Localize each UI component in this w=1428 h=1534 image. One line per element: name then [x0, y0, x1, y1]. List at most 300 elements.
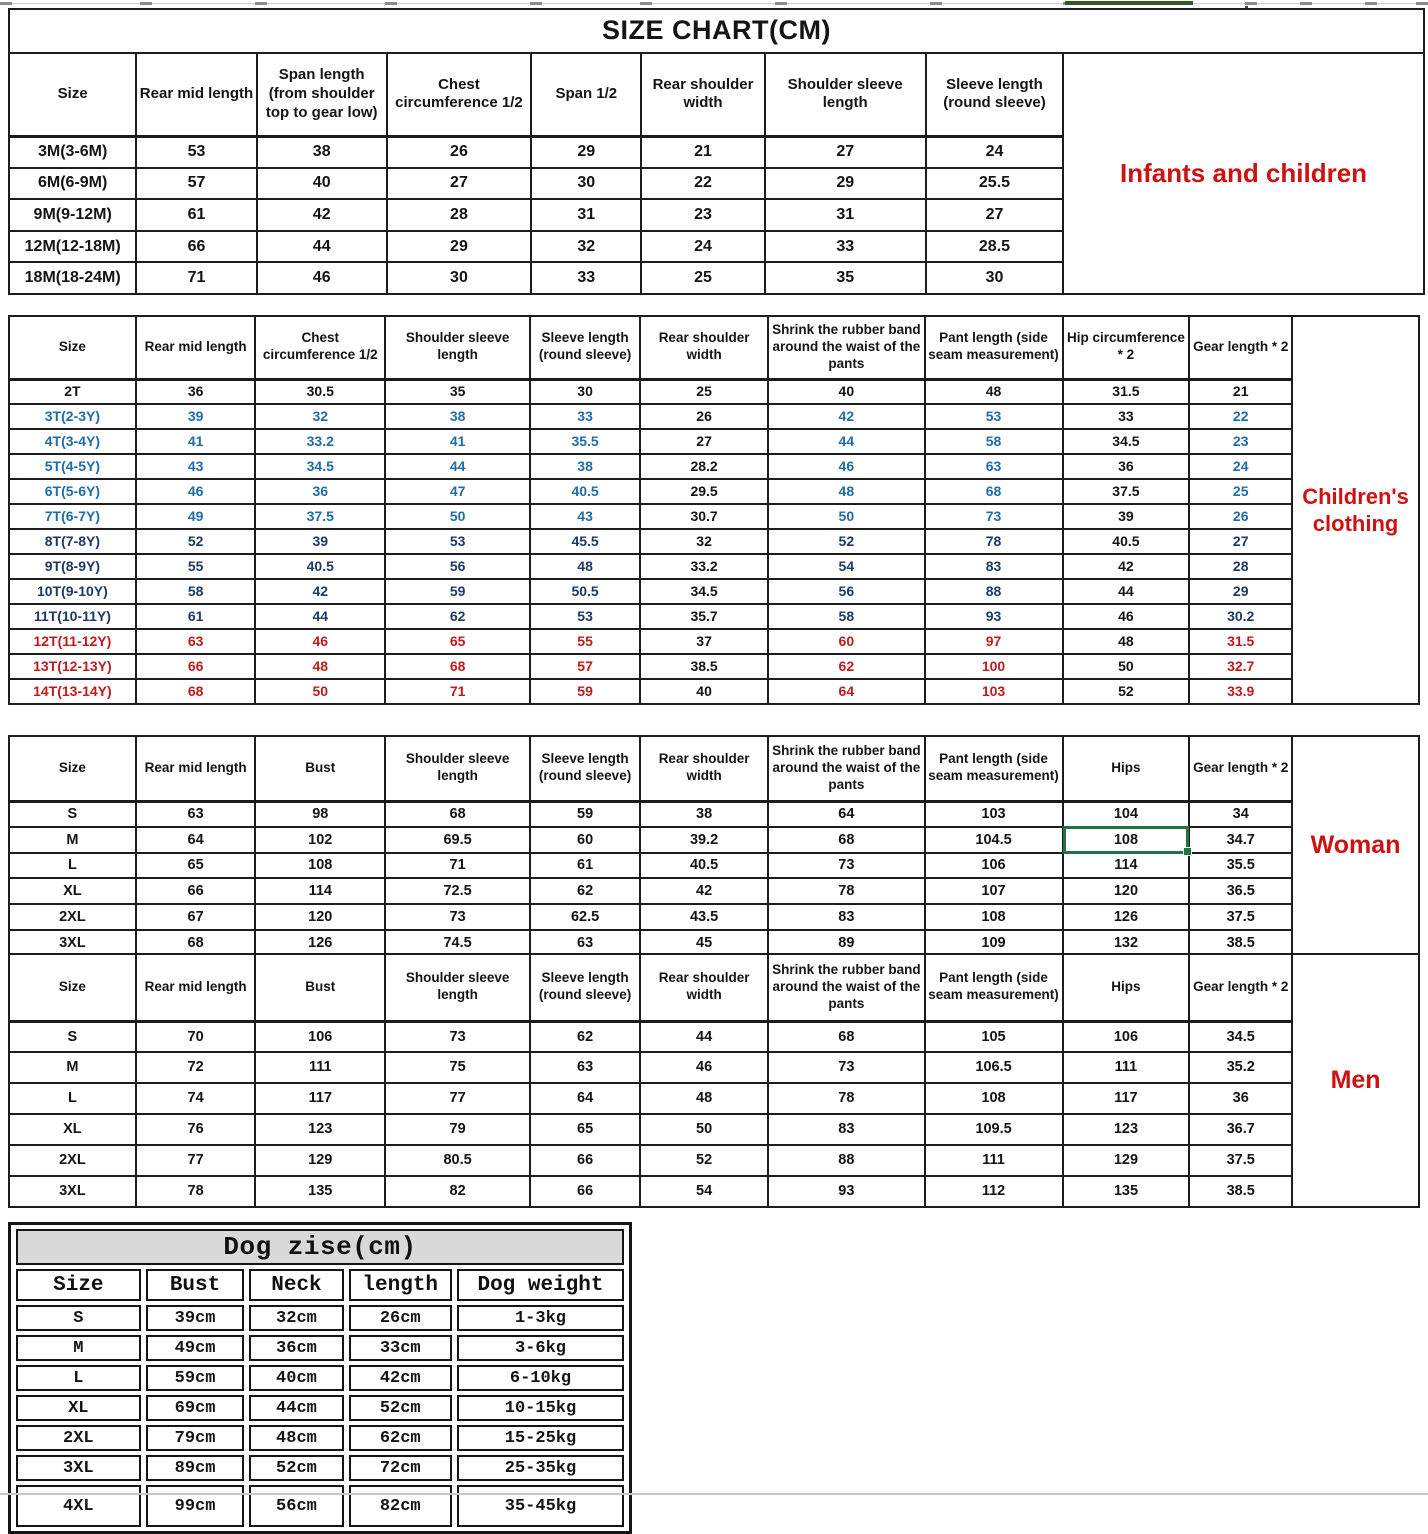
column-header: Pant length (side seam measurement) [925, 736, 1063, 801]
data-cell: 106 [1063, 1021, 1190, 1052]
data-cell: 27 [387, 168, 531, 200]
column-header: Bust [255, 954, 385, 1021]
data-cell: 78 [136, 1176, 256, 1207]
data-cell: 89cm [146, 1455, 245, 1481]
size-cell: 3T(2-3Y) [9, 404, 136, 429]
data-cell: 59 [530, 679, 640, 704]
data-cell: 62 [530, 1021, 640, 1052]
data-cell: 25-35kg [457, 1455, 624, 1481]
data-cell: 38.5 [1189, 930, 1292, 956]
data-cell: 23 [641, 199, 764, 231]
data-cell: 102 [255, 827, 385, 853]
data-cell: 49 [136, 504, 256, 529]
data-cell: 41 [136, 429, 256, 454]
data-cell: 27 [640, 429, 768, 454]
data-cell: 59 [385, 579, 530, 604]
data-cell: 54 [768, 554, 924, 579]
data-cell: 59cm [146, 1365, 245, 1391]
data-cell: 48 [768, 479, 924, 504]
column-header: Shoulder sleeve length [765, 53, 926, 136]
data-cell: 36cm [249, 1335, 343, 1361]
data-cell: 29 [531, 136, 641, 168]
data-cell: 55 [530, 629, 640, 654]
data-cell: 25 [641, 262, 764, 294]
column-header: Size [9, 736, 136, 801]
data-cell: 6-10kg [457, 1365, 624, 1391]
data-cell: 135 [255, 1176, 385, 1207]
data-cell: 123 [255, 1114, 385, 1145]
data-cell: 44cm [249, 1395, 343, 1421]
data-cell: 33 [531, 262, 641, 294]
data-cell: 33 [1063, 404, 1190, 429]
size-cell: 4T(3-4Y) [9, 429, 136, 454]
selected-cell: 108 [1063, 827, 1190, 853]
data-cell: 114 [1063, 853, 1190, 879]
size-cell: 2XL [16, 1425, 141, 1451]
data-cell: 37 [640, 629, 768, 654]
column-header: Hips [1063, 954, 1190, 1021]
grid-tick [640, 2, 652, 5]
grid-tick [930, 2, 942, 5]
size-cell: S [9, 1021, 136, 1052]
data-cell: 65 [385, 629, 530, 654]
data-cell: 67 [136, 904, 256, 930]
data-cell: 58 [925, 429, 1063, 454]
data-cell: 42cm [349, 1365, 452, 1391]
size-cell: 14T(13-14Y) [9, 679, 136, 704]
data-cell: 62 [768, 654, 924, 679]
data-cell: 31 [765, 199, 926, 231]
data-cell: 62cm [349, 1425, 452, 1451]
data-cell: 32.7 [1189, 654, 1292, 679]
data-cell: 34.5 [640, 579, 768, 604]
data-cell: 73 [385, 1021, 530, 1052]
size-cell: S [9, 801, 136, 827]
data-cell: 56cm [249, 1485, 343, 1527]
data-cell: 47 [385, 479, 530, 504]
grid-tick [775, 2, 787, 5]
data-cell: 41 [385, 429, 530, 454]
data-cell: 53 [925, 404, 1063, 429]
data-cell: 56 [385, 554, 530, 579]
column-header: Dog weight [457, 1269, 624, 1301]
grid-tick [140, 2, 152, 5]
data-cell: 39 [136, 404, 256, 429]
size-cell: 2XL [9, 1145, 136, 1176]
data-cell: 32cm [249, 1305, 343, 1331]
data-cell: 69cm [146, 1395, 245, 1421]
men-size-table [8, 953, 1420, 1208]
data-cell: 35.5 [1189, 853, 1292, 879]
column-header: Chest circumference 1/2 [255, 316, 385, 379]
data-cell: 105 [925, 1021, 1063, 1052]
column-header: Size [16, 1269, 141, 1301]
data-cell: 35 [385, 379, 530, 404]
data-cell: 33 [765, 231, 926, 263]
data-cell: 23 [1189, 429, 1292, 454]
data-cell: 21 [641, 136, 764, 168]
data-cell: 31.5 [1189, 629, 1292, 654]
data-cell: 78 [768, 1083, 924, 1114]
data-cell: 29 [1189, 579, 1292, 604]
size-cell: 4XL [16, 1485, 141, 1527]
column-header: Rear shoulder width [640, 316, 768, 379]
data-cell: 50.5 [530, 579, 640, 604]
data-cell: 45 [640, 930, 768, 956]
data-cell: 76 [136, 1114, 256, 1145]
data-cell: 68 [136, 679, 256, 704]
data-cell: 65 [136, 853, 256, 879]
data-cell: 50 [255, 679, 385, 704]
data-cell: 97 [925, 629, 1063, 654]
data-cell: 42 [257, 199, 387, 231]
data-cell: 126 [1063, 904, 1190, 930]
data-cell: 72cm [349, 1455, 452, 1481]
data-cell: 56 [768, 579, 924, 604]
data-cell: 43.5 [640, 904, 768, 930]
size-cell: 9M(9-12M) [9, 199, 136, 231]
data-cell: 38 [257, 136, 387, 168]
data-cell: 74 [136, 1083, 256, 1114]
data-cell: 31.5 [1063, 379, 1190, 404]
data-cell: 24 [1189, 454, 1292, 479]
data-cell: 46 [255, 629, 385, 654]
size-cell: 2XL [9, 904, 136, 930]
data-cell: 28 [1189, 554, 1292, 579]
data-cell: 40.5 [640, 853, 768, 879]
data-cell: 117 [255, 1083, 385, 1114]
column-header: Shoulder sleeve length [385, 316, 530, 379]
data-cell: 35.7 [640, 604, 768, 629]
data-cell: 39.2 [640, 827, 768, 853]
data-cell: 40cm [249, 1365, 343, 1391]
column-header: Bust [255, 736, 385, 801]
size-cell: L [9, 1083, 136, 1114]
data-cell: 63 [136, 801, 256, 827]
grid-hairline [0, 3, 1428, 4]
data-cell: 36 [1189, 1083, 1292, 1114]
data-cell: 34.5 [255, 454, 385, 479]
size-cell: XL [9, 1114, 136, 1145]
data-cell: 52 [1063, 679, 1190, 704]
column-header: Shrink the rubber band around the waist of the pants [768, 954, 924, 1021]
data-cell: 60 [530, 827, 640, 853]
data-cell: 54 [640, 1176, 768, 1207]
column-header: Chest circumference 1/2 [387, 53, 531, 136]
woman-label: Woman [1292, 736, 1419, 956]
data-cell: 39 [1063, 504, 1190, 529]
data-cell: 53 [385, 529, 530, 554]
data-cell: 46 [136, 479, 256, 504]
data-cell: 123 [1063, 1114, 1190, 1145]
data-cell: 73 [925, 504, 1063, 529]
data-cell: 1-3kg [457, 1305, 624, 1331]
data-cell: 30 [387, 262, 531, 294]
data-cell: 106.5 [925, 1052, 1063, 1083]
data-cell: 68 [385, 801, 530, 827]
data-cell: 71 [136, 262, 256, 294]
column-header: Rear shoulder width [641, 53, 764, 136]
data-cell: 32 [255, 404, 385, 429]
data-cell: 63 [925, 454, 1063, 479]
data-cell: 63 [530, 930, 640, 956]
data-cell: 32 [640, 529, 768, 554]
data-cell: 40.5 [1063, 529, 1190, 554]
data-cell: 39 [255, 529, 385, 554]
data-cell: 83 [768, 904, 924, 930]
data-cell: 71 [385, 853, 530, 879]
size-cell: 5T(4-5Y) [9, 454, 136, 479]
data-cell: 63 [136, 629, 256, 654]
data-cell: 34 [1189, 801, 1292, 827]
data-cell: 83 [925, 554, 1063, 579]
data-cell: 88 [768, 1145, 924, 1176]
data-cell: 78 [925, 529, 1063, 554]
data-cell: 64 [768, 801, 924, 827]
data-cell: 57 [530, 654, 640, 679]
column-header: Size [9, 954, 136, 1021]
data-cell: 30 [531, 168, 641, 200]
data-cell: 100 [925, 654, 1063, 679]
data-cell: 111 [255, 1052, 385, 1083]
selected-column-indicator [1065, 1, 1193, 5]
column-header: Shrink the rubber band around the waist of the pants [768, 736, 924, 801]
data-cell: 34.5 [1063, 429, 1190, 454]
size-cell: 3XL [9, 1176, 136, 1207]
data-cell: 114 [255, 878, 385, 904]
size-cell: 12T(11-12Y) [9, 629, 136, 654]
data-cell: 27 [1189, 529, 1292, 554]
data-cell: 28 [387, 199, 531, 231]
grid-tick [255, 2, 267, 5]
column-header: Shrink the rubber band around the waist of the pants [768, 316, 924, 379]
size-cell: 9T(8-9Y) [9, 554, 136, 579]
data-cell: 109 [925, 930, 1063, 956]
size-cell: 6M(6-9M) [9, 168, 136, 200]
data-cell: 36.5 [1189, 878, 1292, 904]
data-cell: 46 [1063, 604, 1190, 629]
grid-tick [530, 2, 542, 5]
data-cell: 135 [1063, 1176, 1190, 1207]
data-cell: 25.5 [926, 168, 1063, 200]
data-cell: 45.5 [530, 529, 640, 554]
column-header: Shoulder sleeve length [385, 736, 530, 801]
size-cell: 3XL [9, 930, 136, 956]
data-cell: 44 [257, 231, 387, 263]
size-cell: 3XL [16, 1455, 141, 1481]
dog-size-title: Dog zise(cm) [16, 1229, 624, 1265]
data-cell: 24 [641, 231, 764, 263]
data-cell: 58 [136, 579, 256, 604]
data-cell: 30.5 [255, 379, 385, 404]
data-cell: 77 [385, 1083, 530, 1114]
grid-tick [385, 2, 397, 5]
data-cell: 40 [257, 168, 387, 200]
data-cell: 61 [530, 853, 640, 879]
data-cell: 77 [136, 1145, 256, 1176]
column-header: Sleeve length (round sleeve) [926, 53, 1063, 136]
data-cell: 21 [1189, 379, 1292, 404]
data-cell: 120 [255, 904, 385, 930]
data-cell: 98 [255, 801, 385, 827]
data-cell: 15-25kg [457, 1425, 624, 1451]
data-cell: 33.9 [1189, 679, 1292, 704]
size-cell: M [9, 1052, 136, 1083]
grid-tick [1365, 2, 1377, 5]
data-cell: 60 [768, 629, 924, 654]
column-header: Hips [1063, 736, 1190, 801]
data-cell: 35.5 [530, 429, 640, 454]
data-cell: 109.5 [925, 1114, 1063, 1145]
data-cell: 37.5 [1189, 904, 1292, 930]
data-cell: 120 [1063, 878, 1190, 904]
data-cell: 129 [255, 1145, 385, 1176]
data-cell: 62 [530, 878, 640, 904]
data-cell: 61 [136, 604, 256, 629]
data-cell: 30.2 [1189, 604, 1292, 629]
data-cell: 10-15kg [457, 1395, 624, 1421]
data-cell: 53 [136, 136, 256, 168]
woman-size-table [8, 735, 1420, 957]
data-cell: 78 [768, 878, 924, 904]
data-cell: 66 [136, 231, 256, 263]
data-cell: 42 [255, 579, 385, 604]
data-cell: 104.5 [925, 827, 1063, 853]
size-cell: 11T(10-11Y) [9, 604, 136, 629]
data-cell: 73 [385, 904, 530, 930]
data-cell: 38.5 [640, 654, 768, 679]
data-cell: 27 [926, 199, 1063, 231]
data-cell: 26 [1189, 504, 1292, 529]
data-cell: 62.5 [530, 904, 640, 930]
data-cell: 24 [926, 136, 1063, 168]
data-cell: 93 [925, 604, 1063, 629]
data-cell: 38 [640, 801, 768, 827]
data-cell: 30 [530, 379, 640, 404]
data-cell: 106 [925, 853, 1063, 879]
data-cell: 70 [136, 1021, 256, 1052]
size-cell: L [9, 853, 136, 879]
data-cell: 33.2 [255, 429, 385, 454]
data-cell: 32 [531, 231, 641, 263]
size-cell: 2T [9, 379, 136, 404]
data-cell: 65 [530, 1114, 640, 1145]
data-cell: 64 [136, 827, 256, 853]
data-cell: 72.5 [385, 878, 530, 904]
column-header: Rear shoulder width [640, 736, 768, 801]
data-cell: 68 [385, 654, 530, 679]
data-cell: 64 [768, 679, 924, 704]
size-cell: 12M(12-18M) [9, 231, 136, 263]
data-cell: 31 [531, 199, 641, 231]
data-cell: 22 [1189, 404, 1292, 429]
column-header: Neck [249, 1269, 343, 1301]
column-header: Gear length * 2 [1189, 736, 1292, 801]
data-cell: 3-6kg [457, 1335, 624, 1361]
data-cell: 108 [255, 853, 385, 879]
column-header: Rear mid length [136, 736, 256, 801]
data-cell: 73 [768, 853, 924, 879]
data-cell: 99cm [146, 1485, 245, 1527]
data-cell: 52 [640, 1145, 768, 1176]
data-cell: 39cm [146, 1305, 245, 1331]
data-cell: 58 [768, 604, 924, 629]
data-cell: 27 [765, 136, 926, 168]
data-cell: 46 [640, 1052, 768, 1083]
data-cell: 112 [925, 1176, 1063, 1207]
data-cell: 50 [640, 1114, 768, 1145]
data-cell: 52 [768, 529, 924, 554]
data-cell: 68 [768, 827, 924, 853]
data-cell: 55 [136, 554, 256, 579]
column-header: Shoulder sleeve length [385, 954, 530, 1021]
data-cell: 79 [385, 1114, 530, 1145]
data-cell: 48 [1063, 629, 1190, 654]
data-cell: 52cm [249, 1455, 343, 1481]
data-cell: 34.7 [1189, 827, 1292, 853]
data-cell: 72 [136, 1052, 256, 1083]
data-cell: 36 [1063, 454, 1190, 479]
column-header: Gear length * 2 [1189, 954, 1292, 1021]
data-cell: 26 [387, 136, 531, 168]
size-chart-title: SIZE CHART(CM) [9, 9, 1424, 53]
data-cell: 48 [255, 654, 385, 679]
data-cell: 44 [768, 429, 924, 454]
data-cell: 132 [1063, 930, 1190, 956]
size-cell: 10T(9-10Y) [9, 579, 136, 604]
men-label: Men [1292, 954, 1419, 1207]
data-cell: 117 [1063, 1083, 1190, 1114]
column-header: Size [9, 316, 136, 379]
data-cell: 103 [925, 801, 1063, 827]
data-cell: 79cm [146, 1425, 245, 1451]
data-cell: 43 [136, 454, 256, 479]
childrens-clothing-label: Children's clothing [1292, 316, 1419, 704]
data-cell: 48 [640, 1083, 768, 1114]
data-cell: 40.5 [530, 479, 640, 504]
data-cell: 126 [255, 930, 385, 956]
data-cell: 37.5 [1189, 1145, 1292, 1176]
data-cell: 36.7 [1189, 1114, 1292, 1145]
column-header: Hip circumference * 2 [1063, 316, 1190, 379]
data-cell: 83 [768, 1114, 924, 1145]
data-cell: 66 [136, 878, 256, 904]
column-header: length [349, 1269, 452, 1301]
data-cell: 111 [1063, 1052, 1190, 1083]
data-cell: 75 [385, 1052, 530, 1083]
data-cell: 29 [387, 231, 531, 263]
data-cell: 36 [136, 379, 256, 404]
spreadsheet-grid-ticks [0, 0, 1428, 8]
data-cell: 49cm [146, 1335, 245, 1361]
data-cell: 50 [1063, 654, 1190, 679]
column-header: Pant length (side seam measurement) [925, 316, 1063, 379]
data-cell: 61 [136, 199, 256, 231]
data-cell: 28.5 [926, 231, 1063, 263]
grid-tick [1300, 2, 1312, 5]
size-cell: 3M(3-6M) [9, 136, 136, 168]
data-cell: 37.5 [255, 504, 385, 529]
column-header: Span 1/2 [531, 53, 641, 136]
data-cell: 48 [925, 379, 1063, 404]
data-cell: 25 [640, 379, 768, 404]
data-cell: 89 [768, 930, 924, 956]
data-cell: 106 [255, 1021, 385, 1052]
data-cell: 57 [136, 168, 256, 200]
data-cell: 74.5 [385, 930, 530, 956]
size-cell: XL [9, 878, 136, 904]
infant-size-table [8, 8, 1425, 295]
